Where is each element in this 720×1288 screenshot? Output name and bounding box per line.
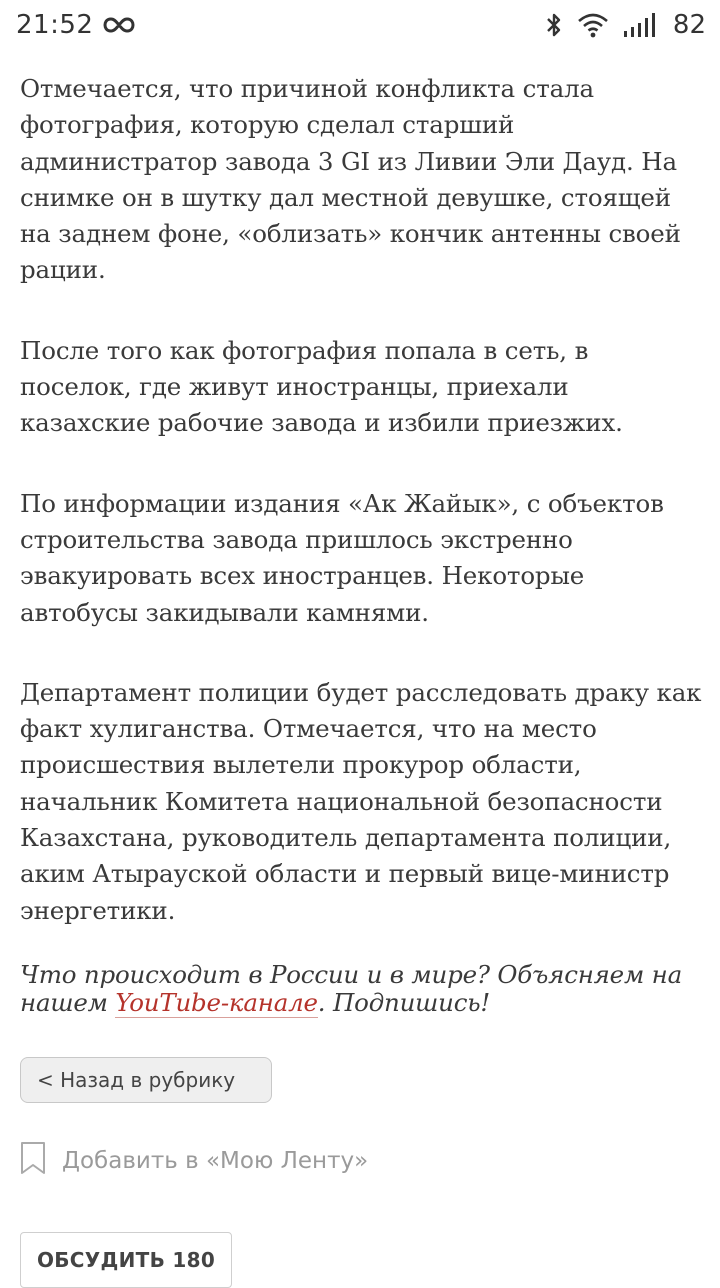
youtube-promo: [20, 961, 704, 1017]
bookmark-icon: [20, 1141, 46, 1181]
infinity-icon: [103, 16, 135, 34]
promo-text-after: . Подпишись!: [317, 987, 491, 1017]
bluetooth-icon: [545, 11, 563, 39]
back-to-rubric-button[interactable]: [20, 1057, 272, 1103]
promo-text-before: Что происходит в России и в мире? Объясняем на нашем: [20, 959, 683, 1017]
status-time: 21:52: [16, 10, 94, 40]
article-body: [20, 71, 704, 1017]
article-paragraph: Отмечается, что причиной конфликта стала фотография, которую сделал старший администратор завода 3 GI из Ливии Эли Дауд. На снимке он в шутку дал местной девушке, стоящей на заднем фоне, «облизать» кончик антенны своей рации.: [20, 74, 681, 285]
article-paragraph: По информации издания «Ак Жайык», с объектов строительства завода пришлось экстренно эвакуировать всех иностранцев. Некоторые автобусы закидывали камнями.: [20, 488, 664, 627]
status-right: [545, 10, 706, 40]
article-paragraph: После того как фотография попала в сеть, в поселок, где живут иностранцы, приехали казахские рабочие завода и избили приезжих.: [20, 335, 623, 438]
discuss-label: ОБСУДИТЬ 180: [36, 1248, 216, 1272]
back-to-rubric-label: < Назад в рубрику: [37, 1068, 236, 1092]
battery-level: 82: [672, 10, 706, 40]
status-left: [16, 10, 135, 40]
add-to-feed-button[interactable]: [20, 1141, 368, 1181]
article-paragraph: Департамент полиции будет расследовать драку как факт хулиганства. Отмечается, что на место происшествия вылетели прокурор области, начальник Комитета национальной безопасности Казахстана, руководитель департамента полиции, аким Атырауской области и первый вице-министр энергетики.: [20, 677, 702, 925]
youtube-channel-link[interactable]: YouTube-канале: [115, 987, 318, 1017]
wifi-icon: [577, 12, 609, 38]
status-bar: [0, 0, 720, 50]
add-to-feed-label: Добавить в «Мою Ленту»: [62, 1148, 369, 1174]
signal-icon: [623, 12, 659, 38]
